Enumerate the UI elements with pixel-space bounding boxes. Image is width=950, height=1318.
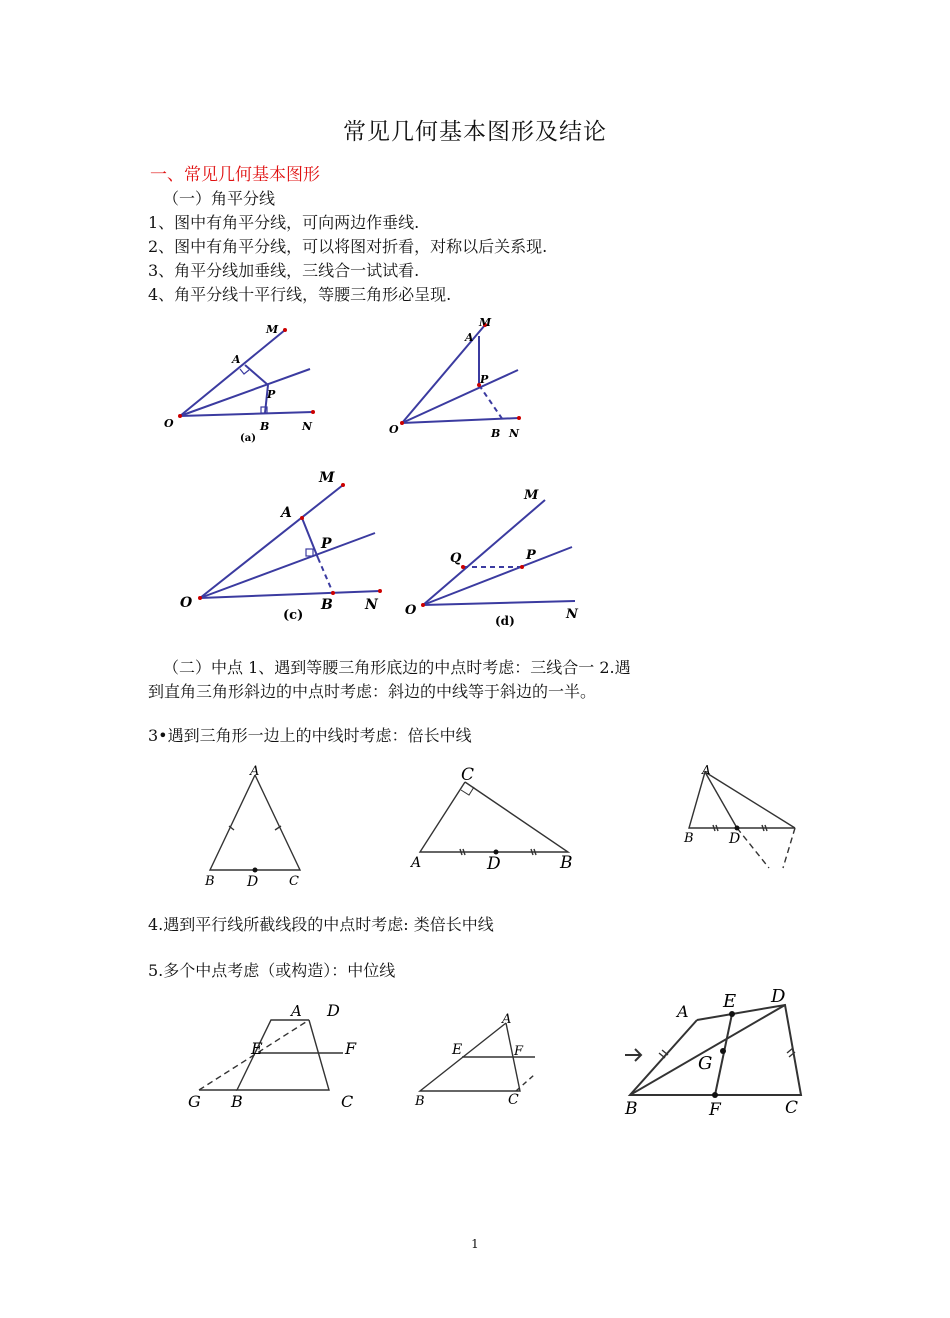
point-label-d: D: [487, 854, 501, 874]
point-label-f: F: [345, 1039, 357, 1058]
label-o: O: [389, 423, 399, 436]
point-label-a: A: [677, 1002, 689, 1021]
point-label-b: B: [415, 1094, 425, 1109]
rule-3: 3、角平分线加垂线，三线合一试试看.: [148, 261, 420, 280]
page-number: 1: [471, 1237, 479, 1251]
point-label-a: A: [702, 763, 711, 777]
figure-c: [175, 465, 385, 630]
caption-a: (a): [240, 433, 256, 444]
point-label-d: D: [771, 986, 786, 1007]
rule-4: 4、角平分线十平行线，等腰三角形必呈现.: [148, 285, 452, 304]
rule-1: 1、图中有角平分线，可向两边作垂线.: [148, 213, 420, 232]
subsection-heading: （一）角平分线: [163, 189, 276, 208]
midpoint-paragraph-line2: 到直角三角形斜边的中点时考虑：斜边的中线等于斜边的一半。: [148, 682, 597, 701]
point-label-a: A: [502, 1012, 512, 1027]
point-label-d: D: [729, 831, 741, 847]
figure-trapezoid: [185, 995, 365, 1115]
section-heading: 一、常见几何基本图形: [150, 165, 320, 185]
point-label-b: B: [205, 874, 215, 889]
figure-midline: [410, 1005, 545, 1110]
label-p: P: [321, 536, 332, 552]
point-label-b: B: [560, 853, 573, 873]
midpoint-paragraph-line1: （二）中点 1、遇到等腰三角形底边的中点时考虑：三线合一 2.遇: [163, 658, 631, 677]
point-label-e: E: [251, 1039, 263, 1058]
label-a: A: [232, 353, 241, 366]
label-n: N: [509, 427, 520, 440]
point-label-f: F: [709, 1100, 721, 1120]
caption-c: (c): [283, 608, 304, 623]
figure-d: [400, 480, 590, 630]
label-b: B: [321, 597, 333, 613]
point-label-g: G: [188, 1092, 201, 1111]
label-b: B: [260, 420, 270, 433]
label-m: M: [479, 316, 492, 329]
point-label-e: E: [723, 991, 737, 1012]
point-label-a: A: [411, 855, 422, 871]
page-title: 常见几何基本图形及结论: [343, 119, 607, 145]
point-label-d: D: [247, 874, 259, 890]
point-label-c: C: [461, 765, 475, 785]
figure-b: [385, 310, 535, 450]
label-m: M: [266, 323, 279, 336]
point-label-b: B: [625, 1099, 638, 1119]
figure-right-triangle: [405, 760, 585, 875]
midpoint-rule-3: 3•遇到三角形一边上的中线时考虑：倍长中线: [148, 726, 472, 745]
caption-d: (d): [495, 614, 515, 628]
figure-isosceles: [195, 760, 315, 890]
midpoint-rule-4: 4.遇到平行线所截线段的中点时考虑: 类倍长中线: [148, 915, 494, 934]
label-o: O: [164, 417, 174, 430]
label-b: B: [491, 427, 501, 440]
label-q: Q: [450, 551, 462, 566]
point-label-a: A: [250, 764, 260, 779]
label-p: P: [480, 373, 489, 386]
label-n: N: [365, 597, 378, 613]
label-p: P: [267, 388, 276, 401]
midpoint-rule-5: 5.多个中点考虑（或构造）：中位线: [148, 961, 396, 980]
label-n: N: [566, 607, 578, 622]
point-label-b: B: [231, 1092, 243, 1111]
point-label-c: C: [508, 1092, 519, 1108]
label-m: M: [524, 488, 539, 503]
point-label-f: F: [514, 1044, 524, 1059]
label-a: A: [465, 331, 474, 344]
figure-a: [150, 310, 330, 450]
point-label-a: A: [291, 1002, 302, 1020]
label-p: P: [526, 548, 536, 563]
label-a: A: [281, 505, 292, 521]
point-label-c: C: [785, 1098, 799, 1118]
point-label-d: D: [327, 1001, 340, 1020]
label-o: O: [180, 595, 193, 611]
label-n: N: [302, 420, 313, 433]
rule-2: 2、图中有角平分线，可以将图对折看，对称以后关系现.: [148, 237, 548, 256]
label-m: M: [319, 470, 335, 486]
point-label-b: B: [684, 831, 694, 846]
label-o: O: [405, 603, 417, 618]
point-label-c: C: [289, 874, 299, 889]
point-label-c: C: [341, 1092, 354, 1111]
point-label-e: E: [452, 1042, 463, 1058]
point-label-g: G: [698, 1053, 713, 1074]
figure-quadrilateral: [615, 985, 810, 1120]
figure-double-median: [675, 760, 805, 875]
